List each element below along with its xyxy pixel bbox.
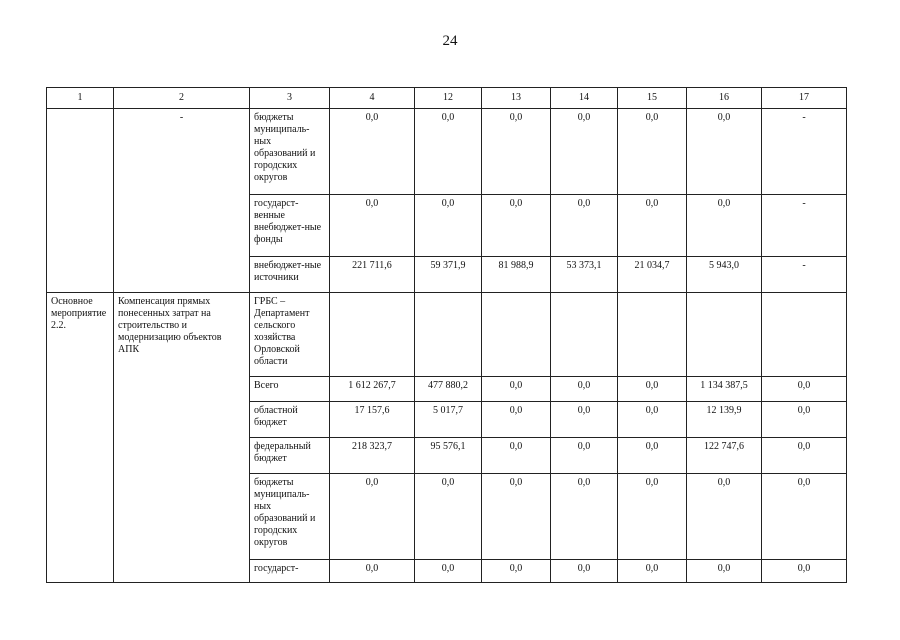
value-cell: 0,0 — [551, 195, 618, 257]
value-cell — [330, 293, 415, 377]
value-cell: 0,0 — [482, 195, 551, 257]
value-cell: 0,0 — [330, 474, 415, 560]
value-cell: 0,0 — [482, 438, 551, 474]
value-cell: 0,0 — [482, 402, 551, 438]
value-cell: 0,0 — [762, 438, 847, 474]
value-cell: 5 943,0 — [687, 257, 762, 293]
value-cell — [762, 293, 847, 377]
value-cell: 0,0 — [551, 377, 618, 402]
value-cell: 0,0 — [330, 109, 415, 195]
value-cell: 122 747,6 — [687, 438, 762, 474]
value-cell: 0,0 — [415, 474, 482, 560]
measure-cell — [47, 109, 114, 293]
value-cell — [618, 293, 687, 377]
value-cell: 0,0 — [687, 195, 762, 257]
value-cell: 477 880,2 — [415, 377, 482, 402]
source-cell: ГРБС – Департамент сельского хозяйства Орловской области — [250, 293, 330, 377]
value-cell: 0,0 — [762, 474, 847, 560]
value-cell: - — [762, 109, 847, 195]
value-cell: 53 373,1 — [551, 257, 618, 293]
value-cell — [551, 293, 618, 377]
value-cell: 12 139,9 — [687, 402, 762, 438]
header-cell: 12 — [415, 88, 482, 109]
value-cell: 0,0 — [762, 402, 847, 438]
header-cell: 2 — [114, 88, 250, 109]
table-row — [47, 109, 847, 195]
value-cell: 0,0 — [618, 560, 687, 583]
value-cell — [415, 293, 482, 377]
value-cell: 0,0 — [415, 195, 482, 257]
value-cell: 0,0 — [482, 109, 551, 195]
page-number: 24 — [442, 33, 458, 49]
value-cell: 221 711,6 — [330, 257, 415, 293]
value-cell: - — [762, 257, 847, 293]
value-cell: 0,0 — [551, 438, 618, 474]
value-cell: 0,0 — [415, 560, 482, 583]
header-cell: 3 — [250, 88, 330, 109]
value-cell: 1 134 387,5 — [687, 377, 762, 402]
name-cell: - — [114, 109, 250, 293]
source-cell: федеральный бюджет — [250, 438, 330, 474]
measure-cell: Основное мероприятие 2.2. — [47, 293, 114, 583]
value-cell: 0,0 — [551, 474, 618, 560]
value-cell: 0,0 — [687, 109, 762, 195]
header-cell: 15 — [618, 88, 687, 109]
value-cell: 0,0 — [687, 560, 762, 583]
value-cell: 5 017,7 — [415, 402, 482, 438]
source-cell: внебюджет-ные источники — [250, 257, 330, 293]
value-cell: 21 034,7 — [618, 257, 687, 293]
value-cell: 81 988,9 — [482, 257, 551, 293]
value-cell — [687, 293, 762, 377]
value-cell: 0,0 — [618, 195, 687, 257]
source-cell: областной бюджет — [250, 402, 330, 438]
header-cell: 1 — [47, 88, 114, 109]
value-cell: 95 576,1 — [415, 438, 482, 474]
budget-table — [46, 87, 847, 583]
value-cell: 0,0 — [551, 109, 618, 195]
source-cell: государст- — [250, 560, 330, 583]
value-cell: 0,0 — [618, 402, 687, 438]
source-cell: бюджеты муниципаль-ных образований и городских округов — [250, 109, 330, 195]
value-cell: 0,0 — [482, 474, 551, 560]
value-cell: 0,0 — [762, 377, 847, 402]
header-cell: 13 — [482, 88, 551, 109]
source-cell: бюджеты муниципаль-ных образований и городских округов — [250, 474, 330, 560]
value-cell: 0,0 — [762, 560, 847, 583]
value-cell: 0,0 — [618, 109, 687, 195]
value-cell: 0,0 — [330, 195, 415, 257]
value-cell: 0,0 — [330, 560, 415, 583]
header-cell: 16 — [687, 88, 762, 109]
value-cell: 0,0 — [551, 560, 618, 583]
value-cell: 0,0 — [618, 377, 687, 402]
source-cell: Всего — [250, 377, 330, 402]
value-cell: 0,0 — [482, 377, 551, 402]
value-cell: 59 371,9 — [415, 257, 482, 293]
value-cell: 17 157,6 — [330, 402, 415, 438]
value-cell: 0,0 — [618, 474, 687, 560]
header-cell: 4 — [330, 88, 415, 109]
value-cell: 0,0 — [415, 109, 482, 195]
header-row — [47, 88, 847, 109]
value-cell: 0,0 — [618, 438, 687, 474]
value-cell: 0,0 — [687, 474, 762, 560]
header-cell: 14 — [551, 88, 618, 109]
header-cell: 17 — [762, 88, 847, 109]
value-cell — [482, 293, 551, 377]
table-row — [47, 293, 847, 377]
name-cell: Компенсация прямых понесенных затрат на строительство и модернизацию объектов АПК — [114, 293, 250, 583]
value-cell: 0,0 — [482, 560, 551, 583]
value-cell: 0,0 — [551, 402, 618, 438]
source-cell: государст-венные внебюджет-ные фонды — [250, 195, 330, 257]
value-cell: 1 612 267,7 — [330, 377, 415, 402]
value-cell: - — [762, 195, 847, 257]
value-cell: 218 323,7 — [330, 438, 415, 474]
